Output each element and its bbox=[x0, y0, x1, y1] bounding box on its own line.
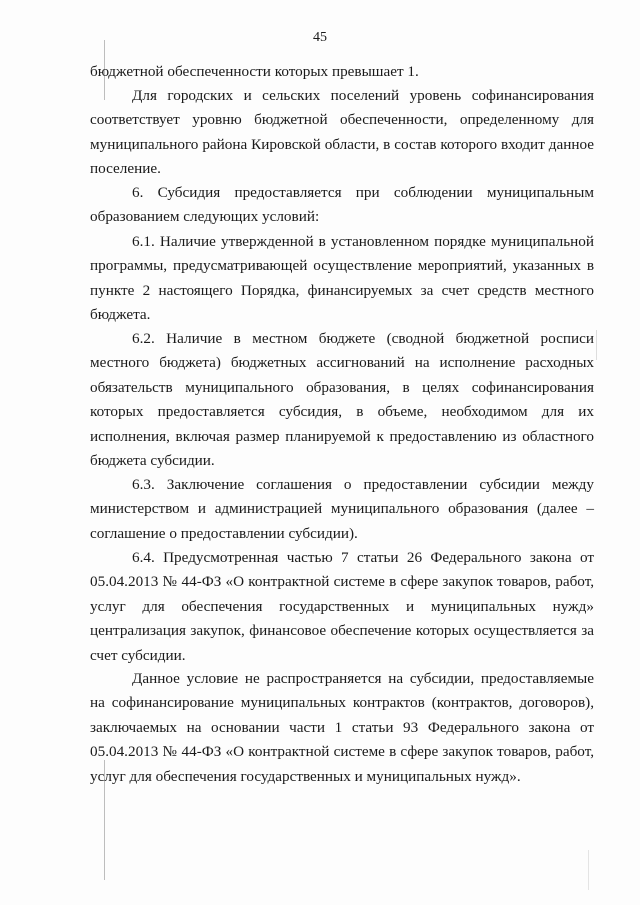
text-block-7 bbox=[90, 546, 594, 668]
text-block-4 bbox=[90, 230, 594, 328]
paragraph: 6. Субсидия предоставляется при соблюдении муниципальным образованием следующих условий: bbox=[90, 184, 594, 226]
paragraph: 6.2. Наличие в местном бюджете (сводной бюджетной росписи местного бюджета) бюджетных ассигнований на исполнение расходных обязательств муниципального образования, в целях софинансирования которых предоставляется субсидия, в объеме, необходимом для их исполнения, включая размер планируемой к предоставлению из областного бюджета субсидии. bbox=[90, 330, 594, 470]
text-block-1 bbox=[90, 60, 594, 84]
paragraph: 6.1. Наличие утвержденной в установленном порядке муниципальной программы, предусматривающей осуществление мероприятий, указанных в пункте 2 настоящего Порядка, финансируемых за счет средств местного бюджета. bbox=[90, 233, 594, 324]
paragraph: 6.4. Предусмотренная частью 7 статьи 26 Федерального закона от 05.04.2013 № 44-ФЗ «О контрактной системе в сфере закупок товаров, работ, услуг для обеспечения государственных и муниципальных нужд» централизация закупок, финансовое обеспечение которых осуществляется за счет субсидии. bbox=[90, 549, 594, 664]
scan-artifact-line bbox=[596, 330, 597, 360]
text-block-2 bbox=[90, 84, 594, 182]
paragraph: бюджетной обеспеченности которых превышает 1. bbox=[90, 63, 419, 80]
paragraph: 6.3. Заключение соглашения о предоставлении субсидии между министерством и администрацией муниципального образования (далее – соглашение о предоставлении субсидии). bbox=[90, 476, 594, 542]
text-block-8 bbox=[90, 667, 594, 789]
text-block-3 bbox=[90, 181, 594, 230]
text-block-5 bbox=[90, 327, 594, 473]
text-block-6 bbox=[90, 473, 594, 546]
paragraph: Данное условие не распространяется на субсидии, предоставляемые на софинансирование муниципальных контрактов (контрактов, договоров), заключаемых на основании части 1 статьи 93 Федерального закона от 05.04.2013 № 44-ФЗ «О контрактной системе в сфере закупок товаров, работ, услуг для обеспечения государственных и муниципальных нужд». bbox=[90, 670, 594, 785]
scan-artifact-line bbox=[588, 850, 589, 890]
paragraph: Для городских и сельских поселений уровень софинансирования соответствует уровню бюджетной обеспеченности, определенному для муниципального района Кировской области, в состав которого входит данное поселение. bbox=[90, 87, 594, 178]
page-number: 45 bbox=[313, 30, 327, 45]
